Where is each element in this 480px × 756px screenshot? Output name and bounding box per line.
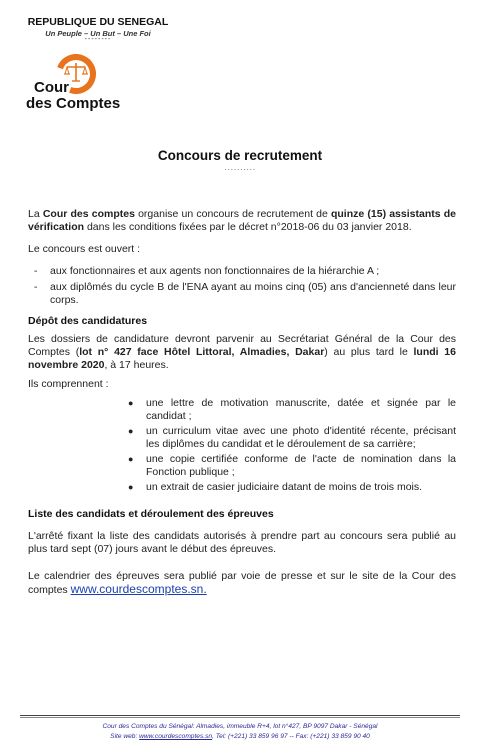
list-item: ● une copie certifiée conforme de l'acte de nomination dans la Fonction publique ; bbox=[128, 453, 456, 478]
section-heading-candidates: Liste des candidats et déroulement des épreuves bbox=[28, 508, 274, 520]
intro-paragraph: La Cour des comptes organise un concours de recrutement de quinze (15) assistants de vérification dans les conditions fixées par le décret n°2018-06 du 03 janvier 2018. bbox=[28, 208, 456, 233]
republic-name: REPUBLIQUE DU SENEGAL bbox=[27, 16, 169, 28]
required-documents-list bbox=[28, 397, 456, 494]
document-title: Concours de recrutement bbox=[157, 148, 323, 163]
logo-text-cour: Cour bbox=[34, 79, 69, 96]
documents-intro-text: Ils comprennent : bbox=[28, 378, 109, 390]
national-motto: Un Peuple – Un But – Une Foi bbox=[45, 29, 151, 38]
footer-website-link[interactable]: www.courdescomptes.sn bbox=[139, 733, 213, 740]
footer-divider bbox=[20, 715, 460, 716]
logo-text-des-comptes: des Comptes bbox=[26, 95, 121, 112]
motto-rule: -------- bbox=[84, 36, 112, 43]
eligibility-list bbox=[28, 265, 456, 307]
footer-contact: Site web: www.courdescomptes.sn, Tel: (+221) 33 859 96 97 -- Fax: (+221) 33 859 90 40 bbox=[110, 733, 370, 740]
footer-address: Cour des Comptes du Sénégal: Almadies, immeuble R+4, lot n°427, BP 9097 Dakar - Sénégal bbox=[102, 723, 378, 730]
list-item: ● une lettre de motivation manuscrite, datée et signée par le candidat ; bbox=[128, 397, 456, 422]
open-to-text: Le concours est ouvert : bbox=[28, 243, 141, 255]
document-body bbox=[28, 208, 456, 597]
bullet-icon: ● bbox=[128, 398, 134, 408]
bullet-icon: ● bbox=[128, 426, 134, 436]
footer-divider-secondary bbox=[20, 717, 460, 718]
title-rule: ·········· bbox=[224, 165, 256, 174]
list-item: ● un extrait de casier judiciaire datant de moins de trois mois. bbox=[128, 481, 423, 493]
section-heading-applications: Dépôt des candidatures bbox=[28, 315, 148, 327]
website-link[interactable]: www.courdescomptes.sn. bbox=[70, 582, 207, 596]
arrete-paragraph: L'arrêté fixant la liste des candidats autorisés à prendre part au concours sera publié au plus tard sept (07) jours avant le début des épreuves. bbox=[28, 530, 456, 555]
list-item: ● un curriculum vitae avec une photo d'identité récente, précisant les diplômes du candidat et le déroulement de sa carrière; bbox=[128, 425, 456, 450]
bullet-icon: ● bbox=[128, 482, 134, 492]
applications-paragraph: Les dossiers de candidature devront parvenir au Secrétariat Général de la Cour des Comptes (lot n° 427 face Hôtel Littoral, Almadies, Dakar) au plus tard le lundi 16 novembre 2020, à 17 heures. bbox=[28, 333, 456, 371]
list-item: - aux fonctionnaires et aux agents non fonctionnaires de la hiérarchie A ; bbox=[34, 265, 380, 277]
bullet-icon: ● bbox=[128, 454, 134, 464]
letterhead bbox=[18, 16, 178, 43]
cour-des-comptes-logo bbox=[26, 54, 136, 118]
footer bbox=[0, 722, 480, 742]
list-item: - aux diplômés du cycle B de l'ENA ayant au moins cinq (05) ans d'ancienneté dans leur corps. bbox=[34, 281, 456, 306]
calendar-paragraph: Le calendrier des épreuves sera publié par voie de presse et sur le site de la Cour des comptes www.courdescomptes.sn. bbox=[28, 570, 456, 596]
